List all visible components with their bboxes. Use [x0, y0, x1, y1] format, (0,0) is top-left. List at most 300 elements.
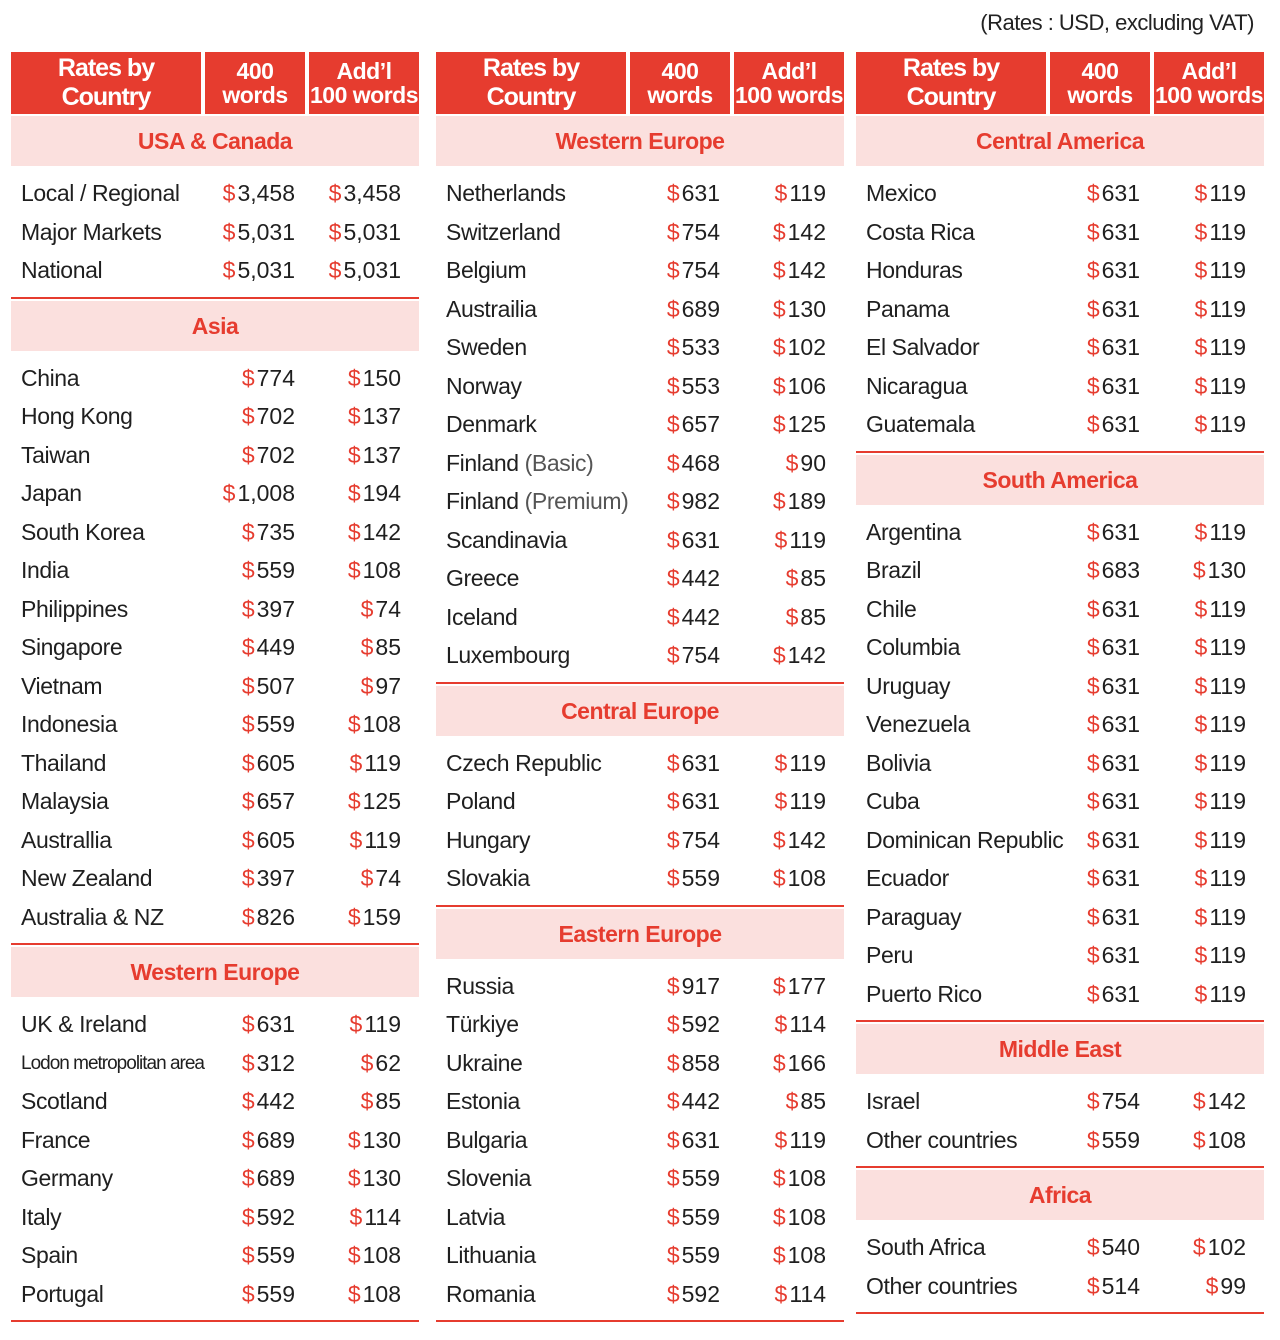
currency-symbol: $	[1086, 411, 1100, 437]
currency-symbol: $	[785, 1088, 799, 1114]
region-section	[436, 909, 844, 1323]
price-additional-100	[775, 1281, 826, 1308]
price-value: 559	[1101, 1126, 1140, 1153]
currency-symbol: $	[360, 634, 374, 660]
price-value: 5,031	[343, 257, 401, 283]
price-value: 130	[362, 1126, 401, 1153]
price-400-words	[667, 750, 720, 777]
currency-symbol: $	[241, 1049, 255, 1076]
country-label: Singapore	[21, 634, 123, 660]
country-label: Major Markets	[21, 218, 162, 245]
price-400-words	[1087, 788, 1140, 815]
section-divider	[856, 1312, 1264, 1314]
currency-symbol: $	[666, 826, 680, 853]
price-value: 631	[1101, 788, 1140, 814]
currency-symbol: $	[785, 603, 799, 630]
country-name	[446, 788, 515, 815]
price-value: 194	[362, 480, 401, 506]
country-name	[446, 296, 537, 323]
price-400-words	[242, 442, 295, 469]
currency-symbol: $	[347, 1126, 361, 1153]
price-value: 631	[1101, 295, 1140, 322]
currency-symbol: $	[666, 642, 680, 668]
currency-symbol: $	[1086, 595, 1100, 622]
country-name	[866, 596, 916, 623]
country-label: El Salvador	[866, 334, 980, 360]
price-value: 108	[787, 1242, 826, 1268]
price-400-words	[667, 488, 720, 515]
country-name	[866, 711, 970, 738]
price-400-words	[667, 642, 720, 669]
currency-symbol: $	[666, 603, 680, 630]
country-name	[866, 296, 949, 323]
price-value: 119	[1209, 903, 1246, 930]
section-divider	[436, 1320, 844, 1322]
country-qualifier: (Basic)	[524, 449, 594, 476]
table-row	[11, 1045, 419, 1084]
country-label: Chile	[866, 595, 917, 622]
price-value: 106	[787, 372, 826, 399]
price-400-words	[1087, 257, 1140, 284]
table-row	[856, 252, 1264, 291]
table-row	[11, 1237, 419, 1276]
price-additional-100	[348, 403, 401, 430]
price-400-words	[223, 219, 295, 246]
country-label: Ecuador	[866, 865, 949, 891]
price-value: 442	[681, 603, 720, 630]
rates-column-2	[436, 52, 844, 1322]
table-row	[856, 629, 1264, 668]
price-400-words	[667, 604, 720, 631]
price-400-words	[242, 904, 295, 931]
price-400-words	[242, 673, 295, 700]
price-value: 982	[681, 488, 720, 514]
price-400-words	[667, 334, 720, 361]
country-name	[21, 904, 164, 931]
price-additional-100	[1195, 865, 1246, 892]
price-value: 142	[787, 257, 826, 283]
currency-symbol: $	[1086, 218, 1100, 245]
country-label: Paraguay	[866, 903, 962, 930]
price-value: 605	[256, 749, 295, 776]
country-label: Brazil	[866, 557, 922, 583]
price-400-words	[242, 1204, 295, 1231]
currency-symbol: $	[666, 218, 680, 245]
section-divider	[11, 1320, 419, 1322]
country-name	[866, 219, 975, 246]
price-value: 5,031	[237, 218, 295, 245]
country-label: India	[21, 557, 69, 583]
currency-symbol: $	[1192, 1126, 1206, 1153]
currency-symbol: $	[774, 788, 788, 814]
price-additional-100	[361, 1050, 401, 1077]
price-additional-100	[773, 411, 826, 438]
price-additional-100	[773, 1165, 826, 1192]
currency-symbol: $	[666, 565, 680, 591]
price-additional-100	[329, 219, 401, 246]
price-value: 108	[362, 557, 401, 583]
country-label: South Korea	[21, 518, 145, 545]
currency-symbol: $	[241, 749, 255, 776]
rates-column-3	[856, 52, 1264, 1314]
price-value: 592	[681, 1011, 720, 1037]
price-additional-100	[773, 642, 826, 669]
price-value: 62	[375, 1049, 401, 1076]
country-name	[446, 527, 567, 554]
currency-symbol: $	[772, 257, 786, 283]
price-value: 631	[1101, 595, 1140, 622]
country-name	[446, 488, 628, 515]
country-label: Hungary	[446, 826, 531, 853]
currency-symbol: $	[328, 257, 342, 283]
price-400-words	[667, 450, 720, 477]
price-400-words	[1087, 711, 1140, 738]
price-additional-100	[1195, 596, 1246, 623]
currency-symbol: $	[1194, 180, 1208, 206]
price-value: 1,008	[237, 480, 295, 506]
table-row	[11, 514, 419, 553]
country-name	[21, 788, 109, 815]
country-name	[446, 865, 530, 892]
price-value: 858	[681, 1049, 720, 1076]
currency-symbol: $	[241, 1126, 255, 1153]
price-additional-100	[786, 450, 826, 477]
currency-symbol: $	[347, 788, 361, 814]
currency-symbol: $	[360, 672, 374, 699]
table-row	[856, 552, 1264, 591]
country-label: Poland	[446, 788, 516, 814]
currency-symbol: $	[1194, 826, 1208, 853]
country-name	[866, 1088, 920, 1115]
price-value: 774	[256, 364, 295, 391]
table-row	[436, 1083, 844, 1122]
price-value: 119	[1209, 634, 1246, 660]
currency-symbol: $	[1086, 295, 1100, 322]
currency-symbol: $	[772, 1203, 786, 1230]
price-value: 166	[787, 1049, 826, 1076]
price-value: 631	[681, 749, 720, 776]
currency-symbol: $	[666, 372, 680, 399]
price-value: 559	[256, 1242, 295, 1268]
price-value: 108	[787, 1165, 826, 1191]
price-value: 114	[364, 1203, 401, 1230]
currency-symbol: $	[1194, 749, 1208, 776]
table-row	[856, 783, 1264, 822]
currency-symbol: $	[360, 1049, 374, 1076]
region-section	[11, 947, 419, 1322]
price-value: 754	[681, 257, 720, 283]
currency-symbol: $	[1192, 1088, 1206, 1114]
price-400-words	[1087, 827, 1140, 854]
table-row	[11, 552, 419, 591]
currency-symbol: $	[347, 711, 361, 737]
price-additional-100	[1195, 519, 1246, 546]
currency-symbol: $	[241, 1165, 255, 1191]
header-additional-100: Add’l 100 words	[1154, 52, 1264, 114]
region-title: Central America	[856, 116, 1264, 166]
region-section	[11, 301, 419, 946]
price-additional-100	[773, 865, 826, 892]
table-row	[856, 706, 1264, 745]
price-400-words	[667, 1281, 720, 1308]
currency-symbol: $	[772, 826, 786, 853]
country-name	[446, 1088, 520, 1115]
currency-symbol: $	[347, 1242, 361, 1268]
price-400-words	[242, 711, 295, 738]
country-label: Belgium	[446, 257, 527, 283]
country-name	[866, 1234, 985, 1261]
price-value: 137	[362, 441, 401, 468]
currency-symbol: $	[241, 518, 255, 545]
price-value: 689	[681, 295, 720, 322]
table-row	[436, 1045, 844, 1084]
country-label: Peru	[866, 942, 913, 968]
price-value: 559	[256, 557, 295, 583]
currency-symbol: $	[772, 1165, 786, 1191]
country-label: Thailand	[21, 749, 107, 776]
price-400-words	[667, 827, 720, 854]
price-400-words	[1087, 673, 1140, 700]
currency-symbol: $	[241, 634, 255, 660]
currency-symbol: $	[1086, 749, 1100, 776]
price-400-words	[242, 1050, 295, 1077]
currency-symbol: $	[666, 1088, 680, 1114]
price-value: 119	[1209, 180, 1246, 206]
price-additional-100	[361, 673, 401, 700]
price-value: 137	[362, 403, 401, 429]
country-name	[21, 827, 112, 854]
price-400-words	[242, 519, 295, 546]
currency-symbol: $	[772, 865, 786, 891]
currency-symbol: $	[1194, 942, 1208, 968]
price-value: 90	[800, 449, 826, 476]
price-additional-100	[361, 596, 401, 623]
country-label: Russia	[446, 972, 514, 999]
country-name	[21, 557, 69, 584]
currency-symbol: $	[241, 1280, 255, 1307]
country-label: Bulgaria	[446, 1126, 528, 1153]
country-name	[446, 642, 570, 669]
currency-symbol: $	[1086, 634, 1100, 660]
country-name	[446, 450, 593, 477]
price-value: 85	[375, 634, 401, 660]
currency-symbol: $	[347, 364, 361, 391]
price-value: 159	[362, 903, 401, 930]
price-value: 119	[1209, 980, 1246, 1007]
currency-symbol: $	[1086, 1126, 1100, 1153]
price-value: 119	[1209, 295, 1246, 322]
price-additional-100	[1193, 1088, 1246, 1115]
table-row	[11, 899, 419, 938]
country-label: Argentina	[866, 518, 961, 545]
price-value: 631	[1101, 672, 1140, 699]
currency-symbol: $	[774, 749, 788, 776]
table-row	[11, 1122, 419, 1161]
price-value: 119	[1209, 334, 1246, 360]
price-value: 177	[787, 972, 826, 999]
table-row	[856, 406, 1264, 445]
country-name	[21, 180, 180, 207]
country-name	[21, 750, 106, 777]
country-label: Cuba	[866, 788, 920, 814]
price-additional-100	[773, 219, 826, 246]
price-400-words	[1087, 411, 1140, 438]
price-400-words	[242, 1281, 295, 1308]
price-400-words	[242, 1127, 295, 1154]
section-divider	[856, 1166, 1264, 1168]
country-name	[866, 557, 921, 584]
region-section	[436, 686, 844, 907]
country-label: Mexico	[866, 180, 937, 206]
country-name	[446, 750, 601, 777]
price-additional-100	[775, 1127, 826, 1154]
price-additional-100	[361, 865, 401, 892]
price-value: 108	[362, 711, 401, 737]
price-value: 114	[789, 1011, 826, 1037]
country-name	[866, 1273, 1017, 1300]
price-400-words	[1087, 219, 1140, 246]
price-additional-100	[775, 750, 826, 777]
price-value: 754	[1101, 1088, 1140, 1114]
table-row	[436, 1276, 844, 1315]
price-400-words	[667, 973, 720, 1000]
section-divider	[11, 297, 419, 299]
country-name	[866, 865, 949, 892]
country-name	[21, 1204, 61, 1231]
country-name	[866, 750, 931, 777]
table-row	[11, 783, 419, 822]
table-row	[436, 329, 844, 368]
price-additional-100	[348, 1127, 401, 1154]
price-value: 125	[787, 411, 826, 437]
country-name	[866, 334, 979, 361]
price-additional-100	[329, 257, 401, 284]
price-additional-100	[1195, 981, 1246, 1008]
price-value: 540	[1101, 1234, 1140, 1260]
price-400-words	[667, 219, 720, 246]
currency-symbol: $	[666, 1126, 680, 1153]
price-value: 631	[681, 788, 720, 814]
country-label: Türkiye	[446, 1011, 519, 1037]
table-row	[856, 591, 1264, 630]
price-400-words	[242, 788, 295, 815]
table-row	[436, 860, 844, 899]
table-row	[856, 1083, 1264, 1122]
price-400-words	[667, 1127, 720, 1154]
price-additional-100	[1195, 634, 1246, 661]
price-400-words	[1087, 981, 1140, 1008]
table-row	[436, 406, 844, 445]
currency-symbol: $	[1192, 557, 1206, 583]
price-value: 142	[362, 518, 401, 545]
country-label: Luxembourg	[446, 642, 570, 668]
country-label: Germany	[21, 1165, 113, 1191]
price-value: 442	[681, 1088, 720, 1114]
header-additional-100: Add’l 100 words	[734, 52, 844, 114]
price-400-words	[242, 557, 295, 584]
price-value: 442	[681, 565, 720, 591]
country-name	[21, 1281, 103, 1308]
price-value: 468	[681, 449, 720, 476]
price-400-words	[1087, 596, 1140, 623]
country-label: Romania	[446, 1280, 536, 1307]
country-label: China	[21, 364, 80, 391]
table-row	[436, 1199, 844, 1238]
price-value: 119	[364, 826, 401, 853]
price-additional-100	[348, 711, 401, 738]
price-value: 142	[787, 642, 826, 668]
price-additional-100	[1193, 557, 1246, 584]
country-label: Ukraine	[446, 1049, 523, 1076]
price-value: 130	[1207, 557, 1246, 583]
price-value: 108	[787, 865, 826, 891]
currency-symbol: $	[222, 480, 236, 506]
table-row	[856, 329, 1264, 368]
country-name	[446, 1011, 519, 1038]
country-name	[446, 827, 530, 854]
price-value: 631	[1101, 711, 1140, 737]
country-label: Columbia	[866, 634, 960, 660]
currency-symbol: $	[666, 526, 680, 553]
price-400-words	[1087, 750, 1140, 777]
country-name	[446, 1204, 505, 1231]
price-value: 631	[1101, 749, 1140, 776]
table-header	[436, 52, 844, 114]
country-label: Indonesia	[21, 711, 118, 737]
price-additional-100	[348, 519, 401, 546]
currency-symbol: $	[666, 449, 680, 476]
table-header	[856, 52, 1264, 114]
currency-symbol: $	[349, 826, 363, 853]
price-additional-100	[1195, 257, 1246, 284]
table-row	[11, 175, 419, 214]
table-row	[856, 822, 1264, 861]
currency-symbol: $	[241, 1088, 255, 1114]
price-value: 142	[1207, 1088, 1246, 1114]
currency-symbol: $	[1086, 672, 1100, 699]
table-row	[856, 514, 1264, 553]
currency-symbol: $	[772, 218, 786, 245]
currency-symbol: $	[785, 565, 799, 591]
currency-symbol: $	[347, 403, 361, 429]
table-row	[436, 175, 844, 214]
country-label: Netherlands	[446, 180, 566, 206]
price-value: 631	[1101, 518, 1140, 545]
currency-symbol: $	[241, 865, 255, 891]
price-value: 74	[375, 865, 401, 891]
price-value: 119	[1209, 411, 1246, 437]
table-row	[11, 398, 419, 437]
header-additional-100: Add’l 100 words	[309, 52, 419, 114]
price-value: 397	[256, 595, 295, 622]
price-400-words	[242, 750, 295, 777]
country-name	[866, 411, 975, 438]
price-value: 119	[1209, 826, 1246, 853]
country-name	[21, 1127, 90, 1154]
price-400-words	[1087, 519, 1140, 546]
price-value: 553	[681, 372, 720, 399]
price-400-words	[1087, 942, 1140, 969]
currency-symbol: $	[1194, 595, 1208, 622]
price-value: 119	[1209, 711, 1246, 737]
country-label: Finland	[446, 449, 519, 476]
price-value: 631	[681, 1126, 720, 1153]
table-row	[856, 214, 1264, 253]
currency-symbol: $	[666, 488, 680, 514]
currency-symbol: $	[1086, 903, 1100, 930]
currency-symbol: $	[241, 903, 255, 930]
country-label: Taiwan	[21, 441, 91, 468]
